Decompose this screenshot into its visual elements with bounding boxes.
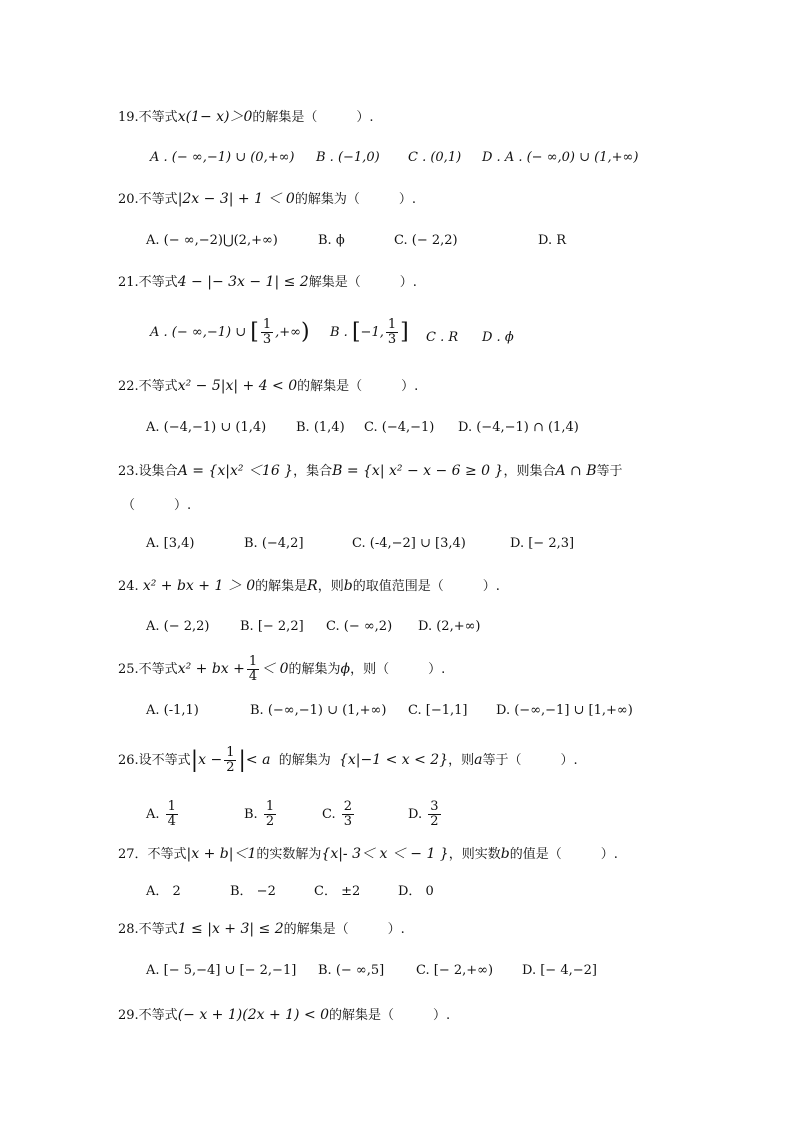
math-expr: x − [198, 752, 223, 768]
frac-den: 3 [343, 814, 353, 829]
question-20 [118, 188, 416, 211]
math-expr: ϕ [340, 661, 351, 677]
stem-text: 的取值范围是（ ）. [352, 579, 500, 594]
math-expr: |2x − 3| + 1 ＜ 0 [177, 191, 295, 207]
option-label: A. [146, 807, 160, 822]
frac-num: 1 [248, 654, 258, 669]
question-25 [118, 654, 445, 685]
options-27 [146, 880, 446, 904]
option-c: C. [− 2,+∞) [416, 963, 494, 978]
option-label: B. [244, 807, 258, 822]
option-d: D. R [538, 233, 567, 248]
option-b-text: B . [330, 325, 352, 340]
fraction [224, 746, 236, 775]
question-22 [118, 375, 418, 398]
option-c: C . (0,1) [408, 150, 462, 165]
stem-text: 的实数解为 [256, 847, 322, 862]
options-20 [146, 229, 626, 253]
option-a: A . (− ∞,−1) ∪ (0,+∞) [150, 150, 295, 165]
math-expr: (− x + 1)(2x + 1) < 0 [177, 1007, 330, 1023]
stem-text: ，则（ ）. [350, 662, 446, 677]
fraction [264, 800, 276, 829]
stem-text: 25.不等式 [118, 662, 178, 677]
frac-num: 2 [343, 799, 353, 814]
fraction [386, 318, 398, 347]
option-d: D． 0 [398, 884, 434, 899]
math-expr: 4 − |− 3x − 1| ≤ 2 [177, 274, 309, 290]
option-b: B . (−1,0) [316, 150, 380, 165]
frac-num: 1 [167, 799, 176, 814]
option-d: D. (−4,−1) ∩ (1,4) [458, 420, 579, 435]
stem-text: 23.设集合 [118, 464, 178, 479]
options-22 [146, 416, 606, 440]
math-expr: {x|- 3＜ x ＜ − 1 } [321, 846, 449, 862]
math-expr: {x|−1 < x < 2} [338, 752, 449, 768]
option-a: A. (−4,−1) ∪ (1,4) [146, 420, 267, 435]
options-25 [146, 699, 633, 723]
stem-text: 的值是（ ）. [509, 847, 618, 862]
math-expr: x² + bx + [177, 661, 245, 677]
option-a: A. [3,4) [146, 536, 195, 551]
frac-den: 2 [265, 814, 275, 829]
stem-text: 的解集为 [288, 662, 341, 677]
options-19 [146, 146, 666, 170]
frac-den: 4 [248, 669, 258, 684]
stem-text: 19.不等式 [118, 110, 178, 125]
option-b [244, 800, 278, 829]
math-expr: |x + b|＜1 [186, 846, 257, 862]
option-b-text: −1, [360, 325, 384, 340]
fraction [261, 318, 273, 347]
math-expr: 1 ≤ |x + 3| ≤ 2 [177, 921, 284, 937]
stem-text: 的解集是 [255, 579, 308, 594]
frac-den: 4 [167, 814, 176, 829]
option-d: D . ϕ [482, 330, 514, 345]
stem-continuation: （ ）. [122, 498, 192, 513]
stem-text: 29.不等式 [118, 1008, 178, 1023]
option-a: A. (− 2,2) [146, 619, 210, 634]
option-d: D . A . (− ∞,0) ∪ (1,+∞) [482, 150, 639, 165]
frac-num: 1 [387, 317, 397, 332]
option-label: D. [408, 807, 423, 822]
math-expr: b [343, 578, 353, 594]
stem-text: 解集是（ ）. [308, 275, 417, 290]
option-c: C. (− ∞,2) [326, 619, 393, 634]
stem-text: 21.不等式 [118, 275, 178, 290]
stem-text: ，集合 [293, 464, 333, 479]
option-b: B. (1,4) [296, 420, 345, 435]
stem-text: ，则 [448, 753, 475, 768]
option-a: A. [− 5,−4] ∪ [− 2,−1] [146, 963, 297, 978]
fraction [428, 800, 440, 829]
stem-text: 28.不等式 [118, 922, 178, 937]
stem-text: ，则实数 [448, 847, 501, 862]
option-d: D. (−∞,−1] ∪ [1,+∞) [496, 703, 633, 718]
fraction [247, 655, 259, 684]
question-23 [118, 460, 623, 483]
stem-text: 27．不等式 [118, 847, 187, 862]
question-26: 26.设不等式|x − $\frac{1}{2}$ |< a 的解集为 {x|−1 < x < 2}，则a等于（ ）. [118, 745, 578, 775]
option-c: C. [−1,1] [408, 703, 468, 718]
frac-den: 2 [226, 760, 235, 775]
options-26 [146, 796, 466, 834]
frac-num: 1 [265, 799, 275, 814]
option-b: B. (−∞,−1) ∪ (1,+∞) [250, 703, 387, 718]
math-expr: a [474, 752, 483, 768]
option-a: A . (− ∞,−1) ∪ [ $\frac{1}{3}$ ,+∞) [150, 317, 310, 347]
option-a: A． 2 [146, 884, 181, 899]
stem-text: ，则 [317, 579, 344, 594]
stem-text: 的解集是（ ）. [283, 922, 405, 937]
stem-text: 22.不等式 [118, 379, 178, 394]
stem-text: 的解集是（ ）. [252, 110, 374, 125]
stem-text: 等于 [596, 464, 623, 479]
option-c: C． ±2 [314, 884, 361, 899]
question-24: 24. x² + bx + 1 ＞ 0的解集是R，则b的取值范围是（ ）. [118, 578, 500, 594]
option-c [322, 800, 356, 829]
option-b: B . [−1, $\frac{1}{3}$ ] [330, 317, 409, 347]
math-expr: b [500, 846, 510, 862]
math-expr: x² + bx + 1 ＞ 0 [142, 578, 256, 594]
math-expr: B = {x| x² − x − 6 ≥ 0 } [332, 463, 504, 479]
frac-den: 2 [430, 814, 439, 829]
math-expr: A = {x|x² ＜16 } [177, 463, 294, 479]
option-a-text: ,+∞ [275, 325, 301, 340]
question-27 [118, 843, 618, 866]
math-expr: A ∩ B [555, 463, 597, 479]
options-28 [146, 959, 606, 983]
math-expr: x(1− x)＞0 [177, 109, 253, 125]
option-b: B. ϕ [318, 233, 345, 248]
option-b: B. [− 2,2] [240, 619, 304, 634]
option-a: A. (-1,1) [146, 703, 199, 718]
stem-text: ，则集合 [503, 464, 556, 479]
stem-text: 等于（ ）. [482, 753, 578, 768]
option-b: B. (−4,2] [244, 536, 304, 551]
options-21 [146, 314, 546, 358]
question-28 [118, 918, 405, 941]
option-c: C. (− 2,2) [394, 233, 458, 248]
stem-text: 20.不等式 [118, 192, 178, 207]
option-a: A. (− ∞,−2)⋃(2,+∞) [146, 233, 278, 248]
question-19 [118, 106, 374, 129]
math-expr: < a [245, 752, 271, 768]
option-b: B. (− ∞,5] [318, 963, 385, 978]
options-23 [146, 532, 606, 556]
option-c: C . R [426, 330, 459, 345]
option-b: B． −2 [230, 884, 276, 899]
option-d [408, 800, 443, 829]
math-expr: ＜ 0 [261, 661, 289, 677]
option-label: C. [322, 807, 336, 822]
stem-text: 的解集为 [278, 753, 331, 768]
frac-num: 1 [226, 745, 235, 760]
question-21 [118, 271, 417, 294]
question-29 [118, 1004, 450, 1027]
fraction [166, 800, 178, 829]
stem-text: 的解集是（ ）. [297, 379, 419, 394]
frac-den: 3 [262, 332, 272, 347]
stem-text: 的解集为（ ）. [294, 192, 416, 207]
option-c: C. (−4,−1) [364, 420, 435, 435]
option-a-text: A . (− ∞,−1) ∪ [150, 325, 251, 340]
option-d: D. [− 4,−2] [522, 963, 597, 978]
frac-num: 1 [262, 317, 272, 332]
option-d: D. [− 2,3] [510, 536, 575, 551]
option-c: C. (-4,−2] ∪ [3,4) [352, 536, 466, 551]
fraction [342, 800, 354, 829]
frac-den: 3 [387, 332, 397, 347]
options-24 [146, 615, 506, 639]
frac-num: 3 [430, 799, 439, 814]
option-a [146, 800, 180, 829]
stem-text: 26.设不等式 [118, 753, 191, 768]
math-expr: x² − 5|x| + 4 < 0 [177, 378, 298, 394]
math-expr: R [307, 578, 318, 594]
stem-text: 的解集是（ ）. [329, 1008, 451, 1023]
option-d: D. (2,+∞) [418, 619, 481, 634]
